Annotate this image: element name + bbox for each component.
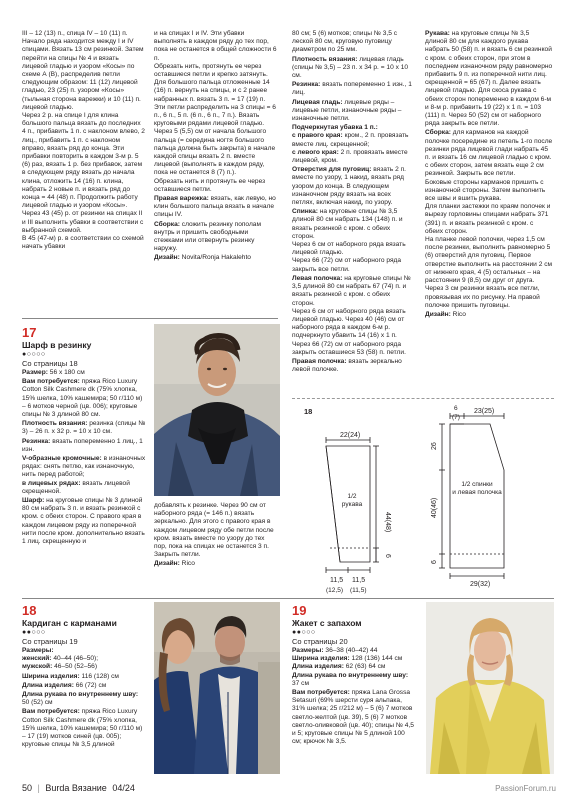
paragraph: Вам потребуется: пряжа Lana Grossa Setasuri (69% шерсти суря альпака, 31% шелка; 25 г/212 м) – 5 (6) 7 мотков светло-желтой (цв. 39), 5 (6) 7 мотков светло-оливковой (цв. 40); спицы № 4,5 и 5; круговые спицы № 5 длиной 100 см; крючок № 3,5. bbox=[292, 689, 414, 746]
body-label-line2: и левая полочка bbox=[452, 489, 502, 496]
photo-woman-yellow-jacket bbox=[426, 602, 554, 774]
schema-number: 18 bbox=[304, 407, 313, 416]
paragraph: Резинка: вязать попеременно 1 лиц., 1 изн. bbox=[22, 437, 143, 453]
watermark-text: PassionForum.ru bbox=[495, 784, 556, 793]
item-title: Кардиган с карманами bbox=[22, 618, 117, 628]
paragraph: Отверстия для пуговиц: вязать 2 п. вместе по узору, 1 накид, вязать ряд узором до конца. В следующем изнаночном ряду вязать на всех петлях, включая накид, по узору. bbox=[292, 166, 406, 207]
photo-couple-cardigans bbox=[154, 602, 280, 774]
photo-illustration bbox=[154, 602, 280, 774]
paragraph: Правая варежка: вязать, как левую, но клин большого пальца вязать в начале спицы IV. bbox=[154, 195, 276, 219]
paragraph: Размер: 56 х 180 см bbox=[22, 369, 85, 376]
paragraph: Вам потребуется: пряжа Rico Luxury Cotton Silk Cashmere dk (75% хлопка, 15% шелка, 10% кашемира; 50 г/110 м) – 17 (19) мотков синей (цв. 005); круговые спицы № 3,5 длиной bbox=[22, 708, 143, 749]
item-18-block bbox=[22, 604, 146, 750]
paragraph: Длина изделия: 62 (63) 64 см bbox=[292, 663, 386, 671]
section-divider bbox=[22, 598, 554, 599]
source-page-ref: Со страницы 18 bbox=[22, 359, 78, 368]
dim-bottom-mid: 11,5 bbox=[352, 577, 366, 584]
item-19-block bbox=[292, 604, 416, 747]
paragraph: Спинка: на круговые спицы № 3,5 длиной 80 см набрать 134 (148) п. и вязать резинкой с кром. с обеих сторон. Через 6 см от наборного ряда вязать лицевой гладью. Через 66 (72) см от наборного ряда закрыть все петли. bbox=[292, 208, 406, 273]
page-footer: 50 | Burda Вязание 04/24 bbox=[22, 783, 135, 793]
schema-divider bbox=[292, 398, 554, 399]
difficulty-rating: ●●○○○ bbox=[22, 629, 46, 636]
item-title: Шарф в резинку bbox=[22, 340, 92, 350]
dim-bottom-sub: (12,5) bbox=[326, 587, 343, 594]
source-page-ref: Со страницы 20 bbox=[292, 637, 348, 646]
dim-cuff: 6 bbox=[384, 554, 391, 558]
item-title: Жакет с запахом bbox=[292, 618, 362, 628]
paragraph: с правого края: кром., 2 п. провязать вместе лиц. скрещенной; bbox=[292, 132, 409, 148]
paragraph: Резинка: вязать попеременно 1 изн., 1 лиц. bbox=[292, 81, 412, 97]
photo-illustration bbox=[426, 602, 554, 774]
item-17-continuation bbox=[154, 502, 278, 570]
dim-right-top-sub: (7) bbox=[452, 414, 460, 421]
magazine-name: Burda Вязание bbox=[45, 783, 107, 793]
difficulty-rating: ●●○○○ bbox=[292, 629, 316, 636]
item-number: 17 bbox=[22, 325, 37, 340]
dim-bottom-sub2: (11,5) bbox=[350, 587, 367, 594]
paragraph: Левая полочка: на круговые спицы № 3,5 длиной 80 см набрать 67 (74) п. и вязать резинкой с кром. с обеих сторон. Через 6 см от наборного ряда вязать лицевой гладью. Через 40 (46) см от наборного ряда в каждом 6-м р. подчеркнуто убавить 14 (16) х 1 п. Через 66 (72) см от наборного ряда закрыть оставшиеся 53 (58) п. петли. bbox=[292, 274, 411, 356]
paragraph: Плотность вязания: лицевая гладь (спицы № 3,5) – 23 п. х 34 р. = 10 х 10 см. bbox=[292, 55, 409, 80]
text-column-4 bbox=[425, 30, 553, 320]
dim-top-width: 22(24) bbox=[340, 432, 361, 439]
paragraph: Подчеркнутая убавка 1 п.: bbox=[292, 124, 378, 132]
paragraph: Шарф: на круговые спицы № 3 длиной 80 см набрать 3 п. и вязать резинкой с кром. с обеих сторон. С правого края в каждом лицевом ряду из поперечной нити после кром. дополнительно вязать 1 лиц. скрещенную и bbox=[22, 497, 145, 546]
body-label-line1: 1/2 спинки bbox=[461, 481, 493, 488]
paragraph: Размеры: bbox=[22, 647, 54, 654]
paragraph: V-образные кромочные: в изнаночных рядах: снять петлю, как изнаночную, нить перед работой; bbox=[22, 455, 146, 479]
pattern-schema-18 bbox=[292, 402, 554, 594]
section-divider bbox=[22, 318, 278, 319]
paragraph: мужской: 46–50 (52–56) bbox=[22, 663, 98, 671]
dim-rib: 6 bbox=[431, 560, 438, 564]
paragraph: Ширина изделия: 116 (128) см bbox=[22, 672, 119, 680]
designer-credit: Дизайн: Novita/Ronja Hakalehto bbox=[154, 254, 251, 262]
designer-credit: Дизайн: Rico bbox=[154, 560, 195, 568]
paragraph: Ширина изделия: 128 (136) 144 см bbox=[292, 655, 403, 663]
photo-illustration bbox=[154, 324, 280, 496]
issue-number: 04/24 bbox=[112, 783, 135, 793]
source-page-ref: Со страницы 19 bbox=[22, 637, 78, 646]
paragraph: добавлять к резинке. Через 90 см от наборного ряда (= 146 п.) вязать зеркально. Для этого с правого края в каждом лицевом ряду обе петли после кром. вязать вместе по узору до тех пор, пока на спицах не останется 3 п. Закрыть петли. bbox=[154, 502, 274, 559]
dim-body-width: 29(32) bbox=[470, 581, 491, 588]
paragraph: в лицевых рядах: вязать лицевой скрещенной. bbox=[22, 479, 130, 495]
item-number: 19 bbox=[292, 603, 307, 618]
paragraph: Длина изделия: 66 (72) см bbox=[22, 681, 107, 689]
dim-right-top: 6 bbox=[454, 405, 458, 412]
paragraph: Правая полочка: вязать зеркально левой полочке. bbox=[292, 357, 402, 374]
photo-man-with-scarf bbox=[154, 324, 280, 496]
sleeve-label-line2: рукава bbox=[341, 501, 363, 508]
paragraph: III – 12 (13) п., спица IV – 10 (11) п. Начало ряда находится между I и IV спицами. Вязать 13 см резинкой. Затем перейти на спицы № 4 и вязать лицевой гладью и узором «Косы» по схеме А (В), распределив петли следующим образом: 11 (12) лицевой гладью, 23 (25) п. узором «Косы» (тыльная сторона варежки) и 10 (11) п. лицевой гладью. Через 2 р. на спице I для клина большого пальца вязать до последних 4 п., прибавить 1 п. с наклоном влево, 2 лиц., прибавить 1 п. с наклоном вправо, вязать ряд до конца. Эти прибавки повторить в каждом 3-м р. 5 (6) раз, вязать 1 р. без прибавок, затем в следующем ряду вязать до начала клина, отложить 14 (16) п. клина, набрать 2 новые п. и вязать ряд до конца = 44 (48) п. Продолжить работу лицевой гладью и узором «Косы». Через 43 (45) р. от резинки на спицах II и III выполнить убавки в соответствии с выбранной схемой. В 45 (47-м) р. в соответствии со схемой начать убавки bbox=[22, 30, 145, 251]
paragraph: Размеры: 36–38 (40–42) 44 bbox=[292, 647, 378, 654]
text-column-1-top bbox=[22, 30, 145, 252]
dim-bottom-left: 11,5 bbox=[330, 577, 344, 584]
dim-sleeve-length: 44(48) bbox=[384, 512, 391, 533]
paragraph: Лицевая гладь: лицевые ряды – лицевые петли, изнаночные ряды – изнаночные петли. bbox=[292, 98, 402, 123]
paragraph: Рукава: на круговые спицы № 3,5 длиной 80 см для каждого рукава набрать 50 (58) п. и вязать 6 см резинкой с кром. с обеих сторон, при этом в последнем изнаночном ряду равномерно прибавить 9 п. из поперечной нити лиц. скрещенной = 65 (67) п. Далее вязать лицевой гладью. Для скоса рукава с обеих сторон попеременно в каждом 6-м и 8-м р. прибавить 19 (22) х 1 п. = 103 (111) п. Через 50 (52) см от наборного ряда закрыть все петли. bbox=[425, 30, 553, 128]
paragraph: Плотность вязания: резинка (спицы № 3) – 26 п. х 32 р. = 10 х 10 см. bbox=[22, 420, 146, 436]
sleeve-label-line1: 1/2 bbox=[347, 493, 357, 500]
paragraph: женский: 40–44 (46–50); bbox=[22, 655, 99, 663]
paragraph: Длина рукава по внутреннему шву: 37 см bbox=[292, 671, 409, 687]
paragraph: Вам потребуется: пряжа Rico Luxury Cotton Silk Cashmere dk (75% хлопка, 15% шелка, 10% кашемира; 50 г/110 м) – 6 мотков черной (цв. 006); круговые спицы № 3 длиной 80 см. bbox=[22, 378, 143, 419]
designer-credit: Дизайн: Rico bbox=[425, 310, 466, 318]
difficulty-rating: ●○○○○ bbox=[22, 351, 46, 358]
dim-shoulder: 23(25) bbox=[474, 408, 495, 415]
text-column-2-top bbox=[154, 30, 278, 264]
page-number: 50 bbox=[22, 783, 33, 793]
dim-body-length: 40(46) bbox=[431, 497, 438, 518]
item-17-block bbox=[22, 326, 146, 547]
paragraph: Сборка: сложить резинку пополам внутрь и пришить свободными стежками или отвернуть резинку наружу. bbox=[154, 220, 261, 253]
paragraph: Сборка: для карманов на каждой полочке посередине из петель 1-го после резинки ряда лицевой глади набрать 45 п. и вязать 16 см лицевой гладью с кром. с обеих сторон, затем вязать еще 2 см резинкой. Закрыть все петли. Боковые стороны карманов пришить с изнаночной стороны. Затем выполнить все швы и вшить рукава. Для планки застежки по краям полочек и вырезу горловины спицами набрать 371 (391) п. и вязать резинкой с кром. с обеих сторон. На планке левой полочки, через 1,5 см после резинки, выполнить равномерно 5 (6) отверстий для пуговиц. Первое отверстие выполнить на расстоянии 2 см от нижнего края, 4 (5) остальных – на расстоянии 9 (8,5) см друг от друга. Через 3 см резинки вязать все петли, провязывая их по рисунку. На правой полочке пришить пуговицы. bbox=[425, 129, 553, 309]
paragraph: Длина рукава по внутреннему шву: 50 (52) см bbox=[22, 691, 139, 707]
paragraph: 80 см; 5 (6) мотков; спицы № 3,5 с леской 80 см, круговую пуговицу диаметром по 25 мм. bbox=[292, 30, 398, 54]
paragraph: и на спицах I и IV. Эти убавки выполнять в каждом ряду до тех пор, пока не останется в общей сложности 6 п. Обрезать нить, протянуть ее через оставшиеся петли и крепко затянуть. Для большого пальца отложенные 14 (16) п. вернуть на спицы, и с 2 ранее набранных п. вязать 3 п. = 17 (19) п. Эти петли распределить на 3 спицы = 6 п., 6 п., 5 п. (6 п., 6 п., 7 п.). Вязать круговыми рядами лицевой гладью. Через 5 (5,5) см от начала большого пальца (= середина ногтя большого пальца должна быть закрыта) в начале каждой спицы вязать 2 п. вместе лицевой (выполнять в каждом ряду, пока не останется 8 (7) п.). Обрезать нить и протянуть ее через оставшиеся петли. bbox=[154, 30, 277, 193]
dim-armhole: 26 bbox=[431, 442, 438, 450]
text-column-3 bbox=[292, 30, 414, 375]
item-number: 18 bbox=[22, 603, 37, 618]
schema-drawing bbox=[292, 402, 554, 594]
paragraph: с левого края: 2 п. провязать вместе лицевой, кром. bbox=[292, 148, 408, 165]
